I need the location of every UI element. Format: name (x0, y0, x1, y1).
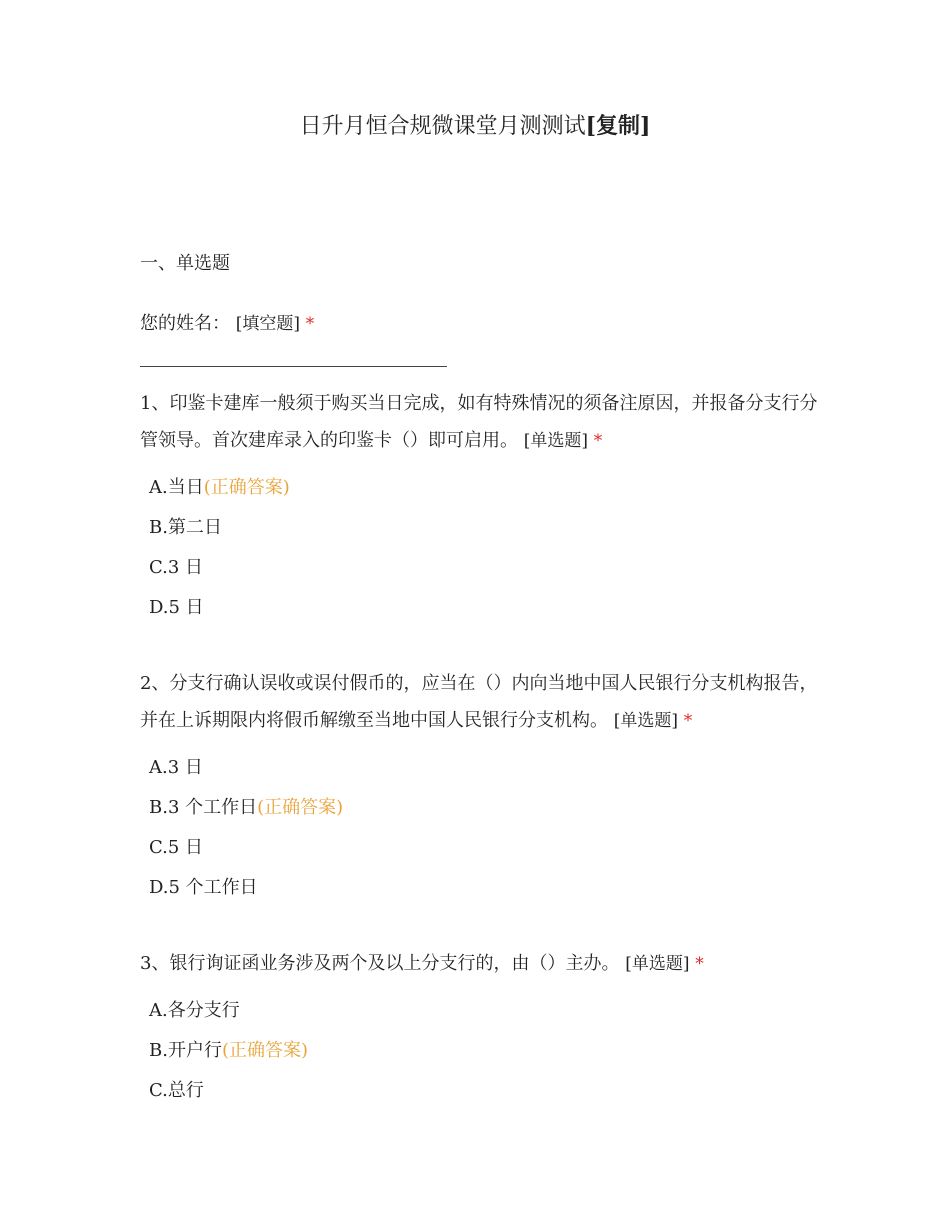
correct-answer-note: (正确答案) (257, 797, 344, 818)
option-a[interactable]: A.当日(正确答案) (149, 477, 290, 498)
name-question (140, 305, 820, 343)
correct-answer-note: (正确答案) (221, 1040, 308, 1061)
question-type-tag: [单选题] (613, 711, 678, 731)
title-main: 日升月恒合规微课堂月测测试 (299, 114, 586, 139)
question-1 (140, 385, 820, 628)
required-mark: * (305, 314, 315, 334)
option-a[interactable]: A.3 日 (149, 757, 203, 778)
option-c[interactable]: C.5 日 (149, 837, 204, 858)
question-text: 2、分支行确认误收或误付假币的，应当在（）内向当地中国人民银行分支机构报告，并在上诉期限内将假币解缴至当地中国人民银行分支机构。 [单选题] * (140, 673, 818, 731)
option-d[interactable]: D.5 日 (149, 597, 204, 618)
question-text: 1、印鉴卡建库一般须于购买当日完成，如有特殊情况的须备注原因，并报备分支行分管领导。首次建库录入的印鉴卡（）即可启用。 [单选题] * (140, 393, 818, 451)
correct-answer-note: (正确答案) (203, 477, 290, 498)
option-c[interactable]: C.3 日 (149, 557, 204, 578)
required-mark: * (593, 431, 603, 451)
option-b[interactable]: B.第二日 (149, 517, 222, 538)
question-type-tag: [填空题] (235, 314, 300, 334)
required-mark: * (695, 954, 704, 974)
question-type-tag: [单选题] (625, 954, 690, 974)
required-mark: * (683, 711, 693, 731)
question-text: 3、银行询证函业务涉及两个及以上分支行的，由（）主办。 [单选题] * (140, 953, 704, 974)
question-3 (140, 945, 820, 1111)
option-list (140, 468, 820, 628)
option-a[interactable]: A.各分支行 (149, 1000, 240, 1021)
name-question-label: 您的姓名： (140, 313, 230, 334)
option-d[interactable]: D.5 个工作日 (149, 877, 258, 898)
section-heading: 一、单选题 (140, 253, 230, 274)
option-c[interactable]: C.总行 (149, 1080, 204, 1101)
option-b[interactable]: B.开户行(正确答案) (149, 1040, 308, 1061)
name-answer-line[interactable] (140, 366, 447, 367)
question-2 (140, 665, 820, 908)
title-suffix: [复制] (585, 113, 651, 139)
option-b[interactable]: B.3 个工作日(正确答案) (149, 797, 344, 818)
page-title (0, 110, 950, 143)
option-list (140, 991, 820, 1111)
name-question-text (140, 305, 820, 343)
question-type-tag: [单选题] (523, 431, 588, 451)
option-list (140, 748, 820, 908)
